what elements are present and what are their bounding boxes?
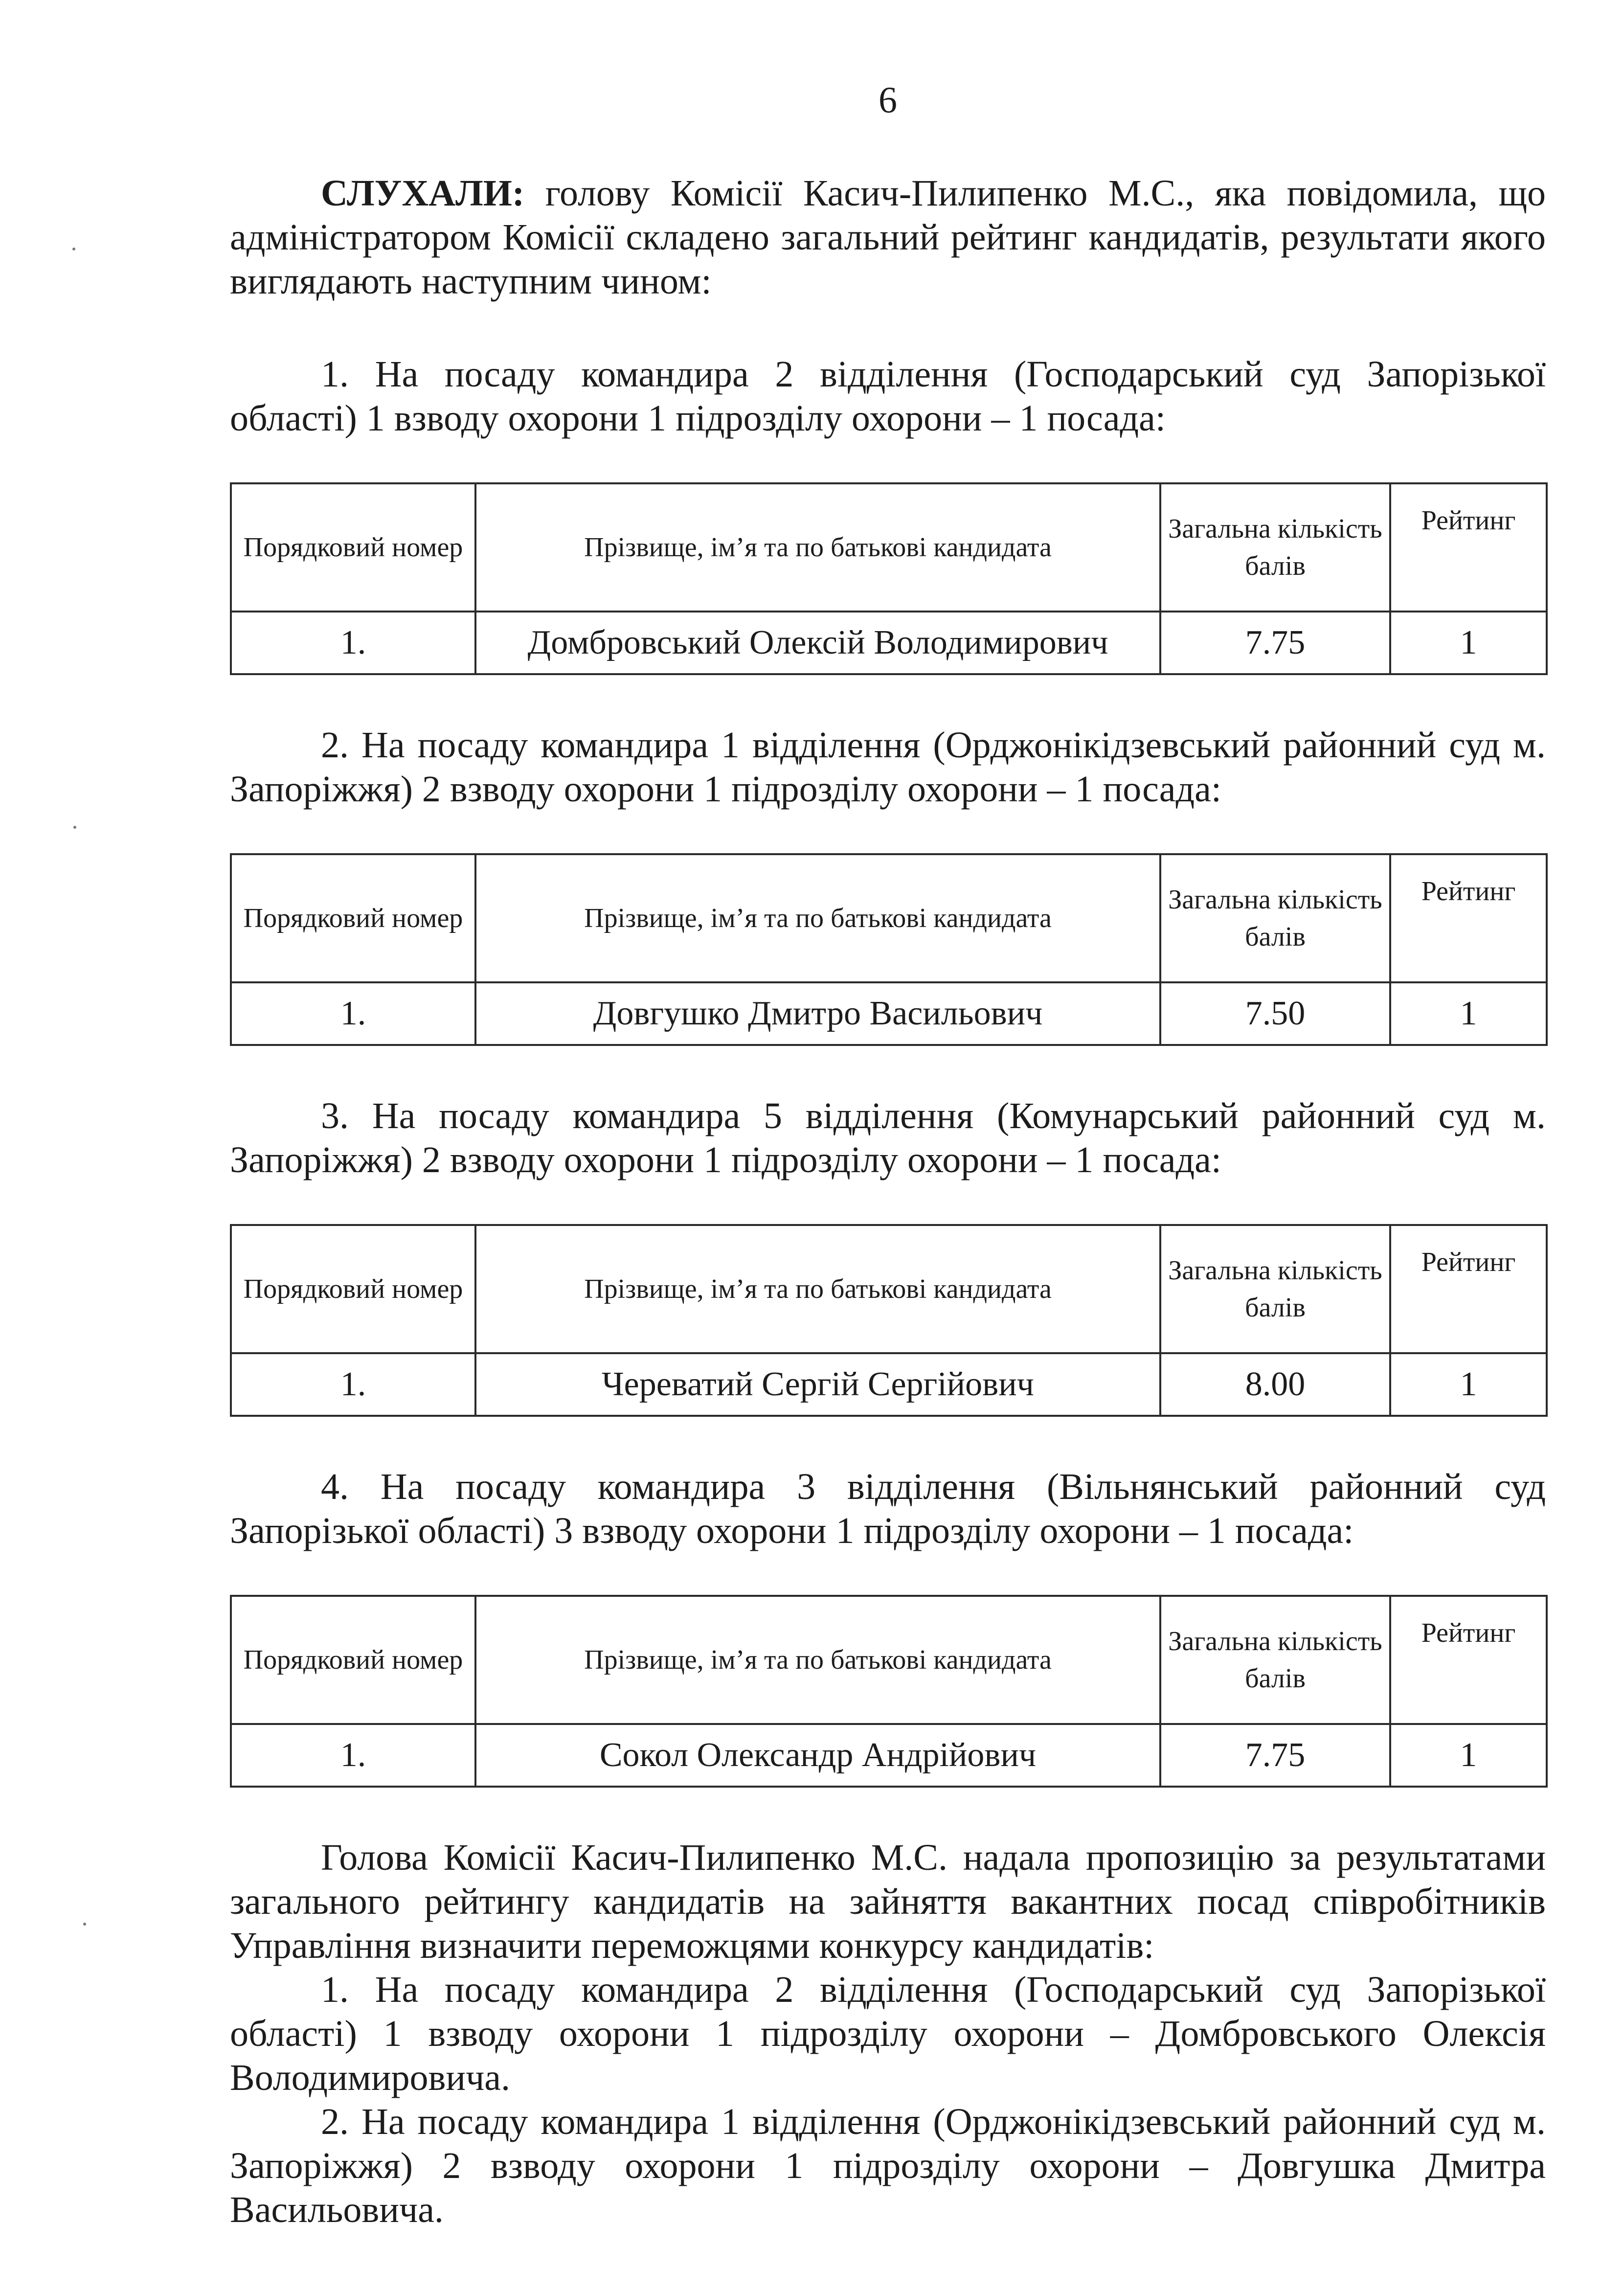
cell-name: Череватий Сергій Сергійович — [475, 1353, 1160, 1416]
header-name: Прізвище, ім’я та по батькові кандидата — [475, 1225, 1160, 1353]
cell-number: 1. — [231, 612, 475, 674]
header-rating: Рейтинг — [1390, 483, 1547, 612]
cell-name: Довгушко Дмитро Васильович — [475, 982, 1160, 1045]
cell-rating: 1 — [1390, 1724, 1547, 1787]
page-number: 6 — [879, 80, 897, 121]
header-number: Порядковий номер — [231, 854, 475, 982]
table-header-row — [231, 483, 1547, 612]
scan-speck — [72, 248, 75, 250]
header-score: Загальна кількість балів — [1160, 1596, 1390, 1724]
header-rating: Рейтинг — [1390, 854, 1547, 982]
header-number: Порядковий номер — [231, 1225, 475, 1353]
position-heading-4: 4. На посаду командира 3 відділення (Вільнянський районний суд Запорізької області) 3 взводу охорони 1 підрозділу охорони – 1 посада: — [230, 1466, 1546, 1551]
cell-number: 1. — [231, 1724, 475, 1787]
cell-name: Домбровський Олексій Володимирович — [475, 612, 1160, 674]
rating-table-3 — [230, 1224, 1548, 1417]
proposal-item-2: 2. На посаду командира 1 відділення (Орджонікідзевський районний суд м. Запоріжжя) 2 взводу охорони 1 підрозділу охорони – Довгушка Дмитра Васильовича. — [230, 2101, 1546, 2230]
position-heading-3: 3. На посаду командира 5 відділення (Комунарський районний суд м. Запоріжжя) 2 взводу охорони 1 підрозділу охорони – 1 посада: — [230, 1095, 1546, 1180]
scan-speck — [73, 826, 76, 829]
table-row — [231, 1353, 1547, 1416]
header-rating: Рейтинг — [1390, 1225, 1547, 1353]
rating-table-4 — [230, 1595, 1548, 1788]
cell-rating: 1 — [1390, 1353, 1547, 1416]
header-name: Прізвище, ім’я та по батькові кандидата — [475, 1596, 1160, 1724]
document-page — [230, 78, 1546, 2232]
cell-name: Сокол Олександр Андрійович — [475, 1724, 1160, 1787]
cell-score: 8.00 — [1160, 1353, 1390, 1416]
table-row — [231, 612, 1547, 674]
proposal-paragraph: Голова Комісії Касич-Пилипенко М.С. надала пропозицію за результатами загального рейтингу кандидатів на зайняття вакантних посад співробітників Управління визначити переможцями конкурсу кандидатів: — [230, 1837, 1546, 1966]
table-header-row — [231, 854, 1547, 982]
table-row — [231, 1724, 1547, 1787]
intro-lead: СЛУХАЛИ: — [321, 173, 525, 214]
table-row — [231, 982, 1547, 1045]
intro-paragraph — [230, 171, 1546, 303]
header-name: Прізвище, ім’я та по батькові кандидата — [475, 483, 1160, 612]
header-number: Порядковий номер — [231, 1596, 475, 1724]
cell-score: 7.50 — [1160, 982, 1390, 1045]
header-score: Загальна кількість балів — [1160, 1225, 1390, 1353]
header-name: Прізвище, ім’я та по батькові кандидата — [475, 854, 1160, 982]
cell-number: 1. — [231, 982, 475, 1045]
rating-table-2 — [230, 853, 1548, 1046]
cell-score: 7.75 — [1160, 1724, 1390, 1787]
cell-number: 1. — [231, 1353, 475, 1416]
header-score: Загальна кількість балів — [1160, 483, 1390, 612]
header-rating: Рейтинг — [1390, 1596, 1547, 1724]
rating-table-1 — [230, 482, 1548, 675]
cell-score: 7.75 — [1160, 612, 1390, 674]
proposal-item-1: 1. На посаду командира 2 відділення (Господарський суд Запорізької області) 1 взводу охорони 1 підрозділу охорони – Домбровського Олексія Володимировича. — [230, 1969, 1546, 2098]
table-header-row — [231, 1225, 1547, 1353]
scan-speck — [83, 1923, 86, 1926]
position-heading-2: 2. На посаду командира 1 відділення (Орджонікідзевський районний суд м. Запоріжжя) 2 взводу охорони 1 підрозділу охорони – 1 посада: — [230, 725, 1546, 810]
position-heading-1: 1. На посаду командира 2 відділення (Господарський суд Запорізької області) 1 взводу охорони 1 підрозділу охорони – 1 посада: — [230, 354, 1546, 439]
table-header-row — [231, 1596, 1547, 1724]
header-number: Порядковий номер — [231, 483, 475, 612]
intro-text: голову Комісії Касич-Пилипенко М.С., яка повідомила, що адміністратором Комісії складено загальний рейтинг кандидатів, результати якого виглядають наступним чином: — [230, 173, 1546, 302]
header-score: Загальна кількість балів — [1160, 854, 1390, 982]
cell-rating: 1 — [1390, 612, 1547, 674]
cell-rating: 1 — [1390, 982, 1547, 1045]
